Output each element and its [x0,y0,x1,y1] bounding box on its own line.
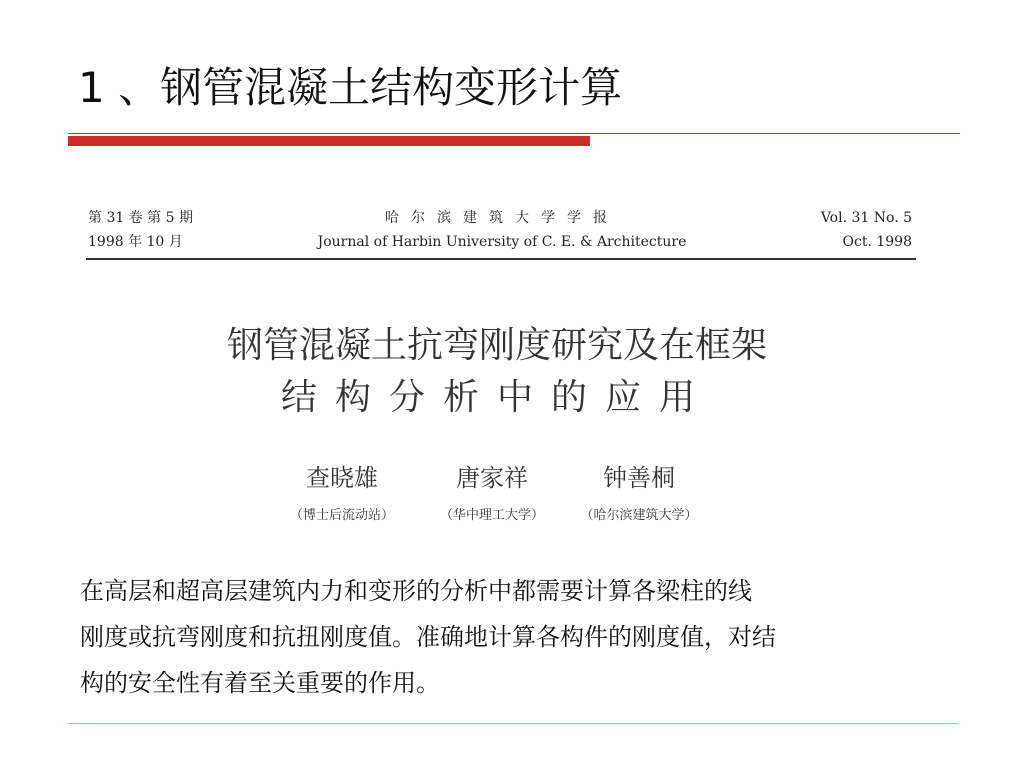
author-affiliation: （华中理工大学） [439,508,544,523]
author-affiliation: （哈尔滨建筑大学） [580,508,698,523]
clipping-header-rule [86,258,916,260]
body-paragraph [80,568,920,706]
title-divider-thin [68,133,960,134]
title-divider-thick [68,136,590,146]
paper-title [82,320,912,424]
author-1 [262,462,422,526]
volume-issue: 第 31 卷 第 5 期 [88,210,193,226]
publication-date-en: Oct. 1998 [842,234,912,250]
author-3 [554,462,724,526]
journal-name-en: Journal of Harbin University of C. E. & Architecture [317,234,687,250]
body-line: 在高层和超高层建筑内力和变形的分析中都需要计算各梁柱的线 [80,577,752,605]
journal-volume-info [88,206,193,254]
volume-issue-en: Vol. 31 No. 5 [820,210,912,226]
paper-title-line2: 结构分析中的应用 [280,377,713,418]
slide-title: 1 、钢管混凝土结构变形计算 [78,63,623,112]
journal-name-cn: 哈尔滨建筑大学学报 [385,210,619,226]
publication-date: 1998 年 10 月 [88,234,183,250]
body-line: 刚度或抗弯刚度和抗扭刚度值。准确地计算各构件的刚度值，对结 [80,623,776,651]
footer-divider [68,723,958,724]
author-affiliation: （博士后流动站） [289,508,394,523]
author-2 [412,462,572,526]
paper-title-line1: 钢管混凝土抗弯刚度研究及在框架 [226,325,767,366]
author-name: 唐家祥 [456,464,528,492]
journal-volume-info-en [772,206,912,254]
journal-clipping-image [82,200,920,530]
author-name: 查晓雄 [306,464,378,492]
author-name: 钟善桐 [603,464,675,492]
journal-name [282,206,722,254]
body-line: 构的安全性有着至关重要的作用。 [80,669,440,697]
